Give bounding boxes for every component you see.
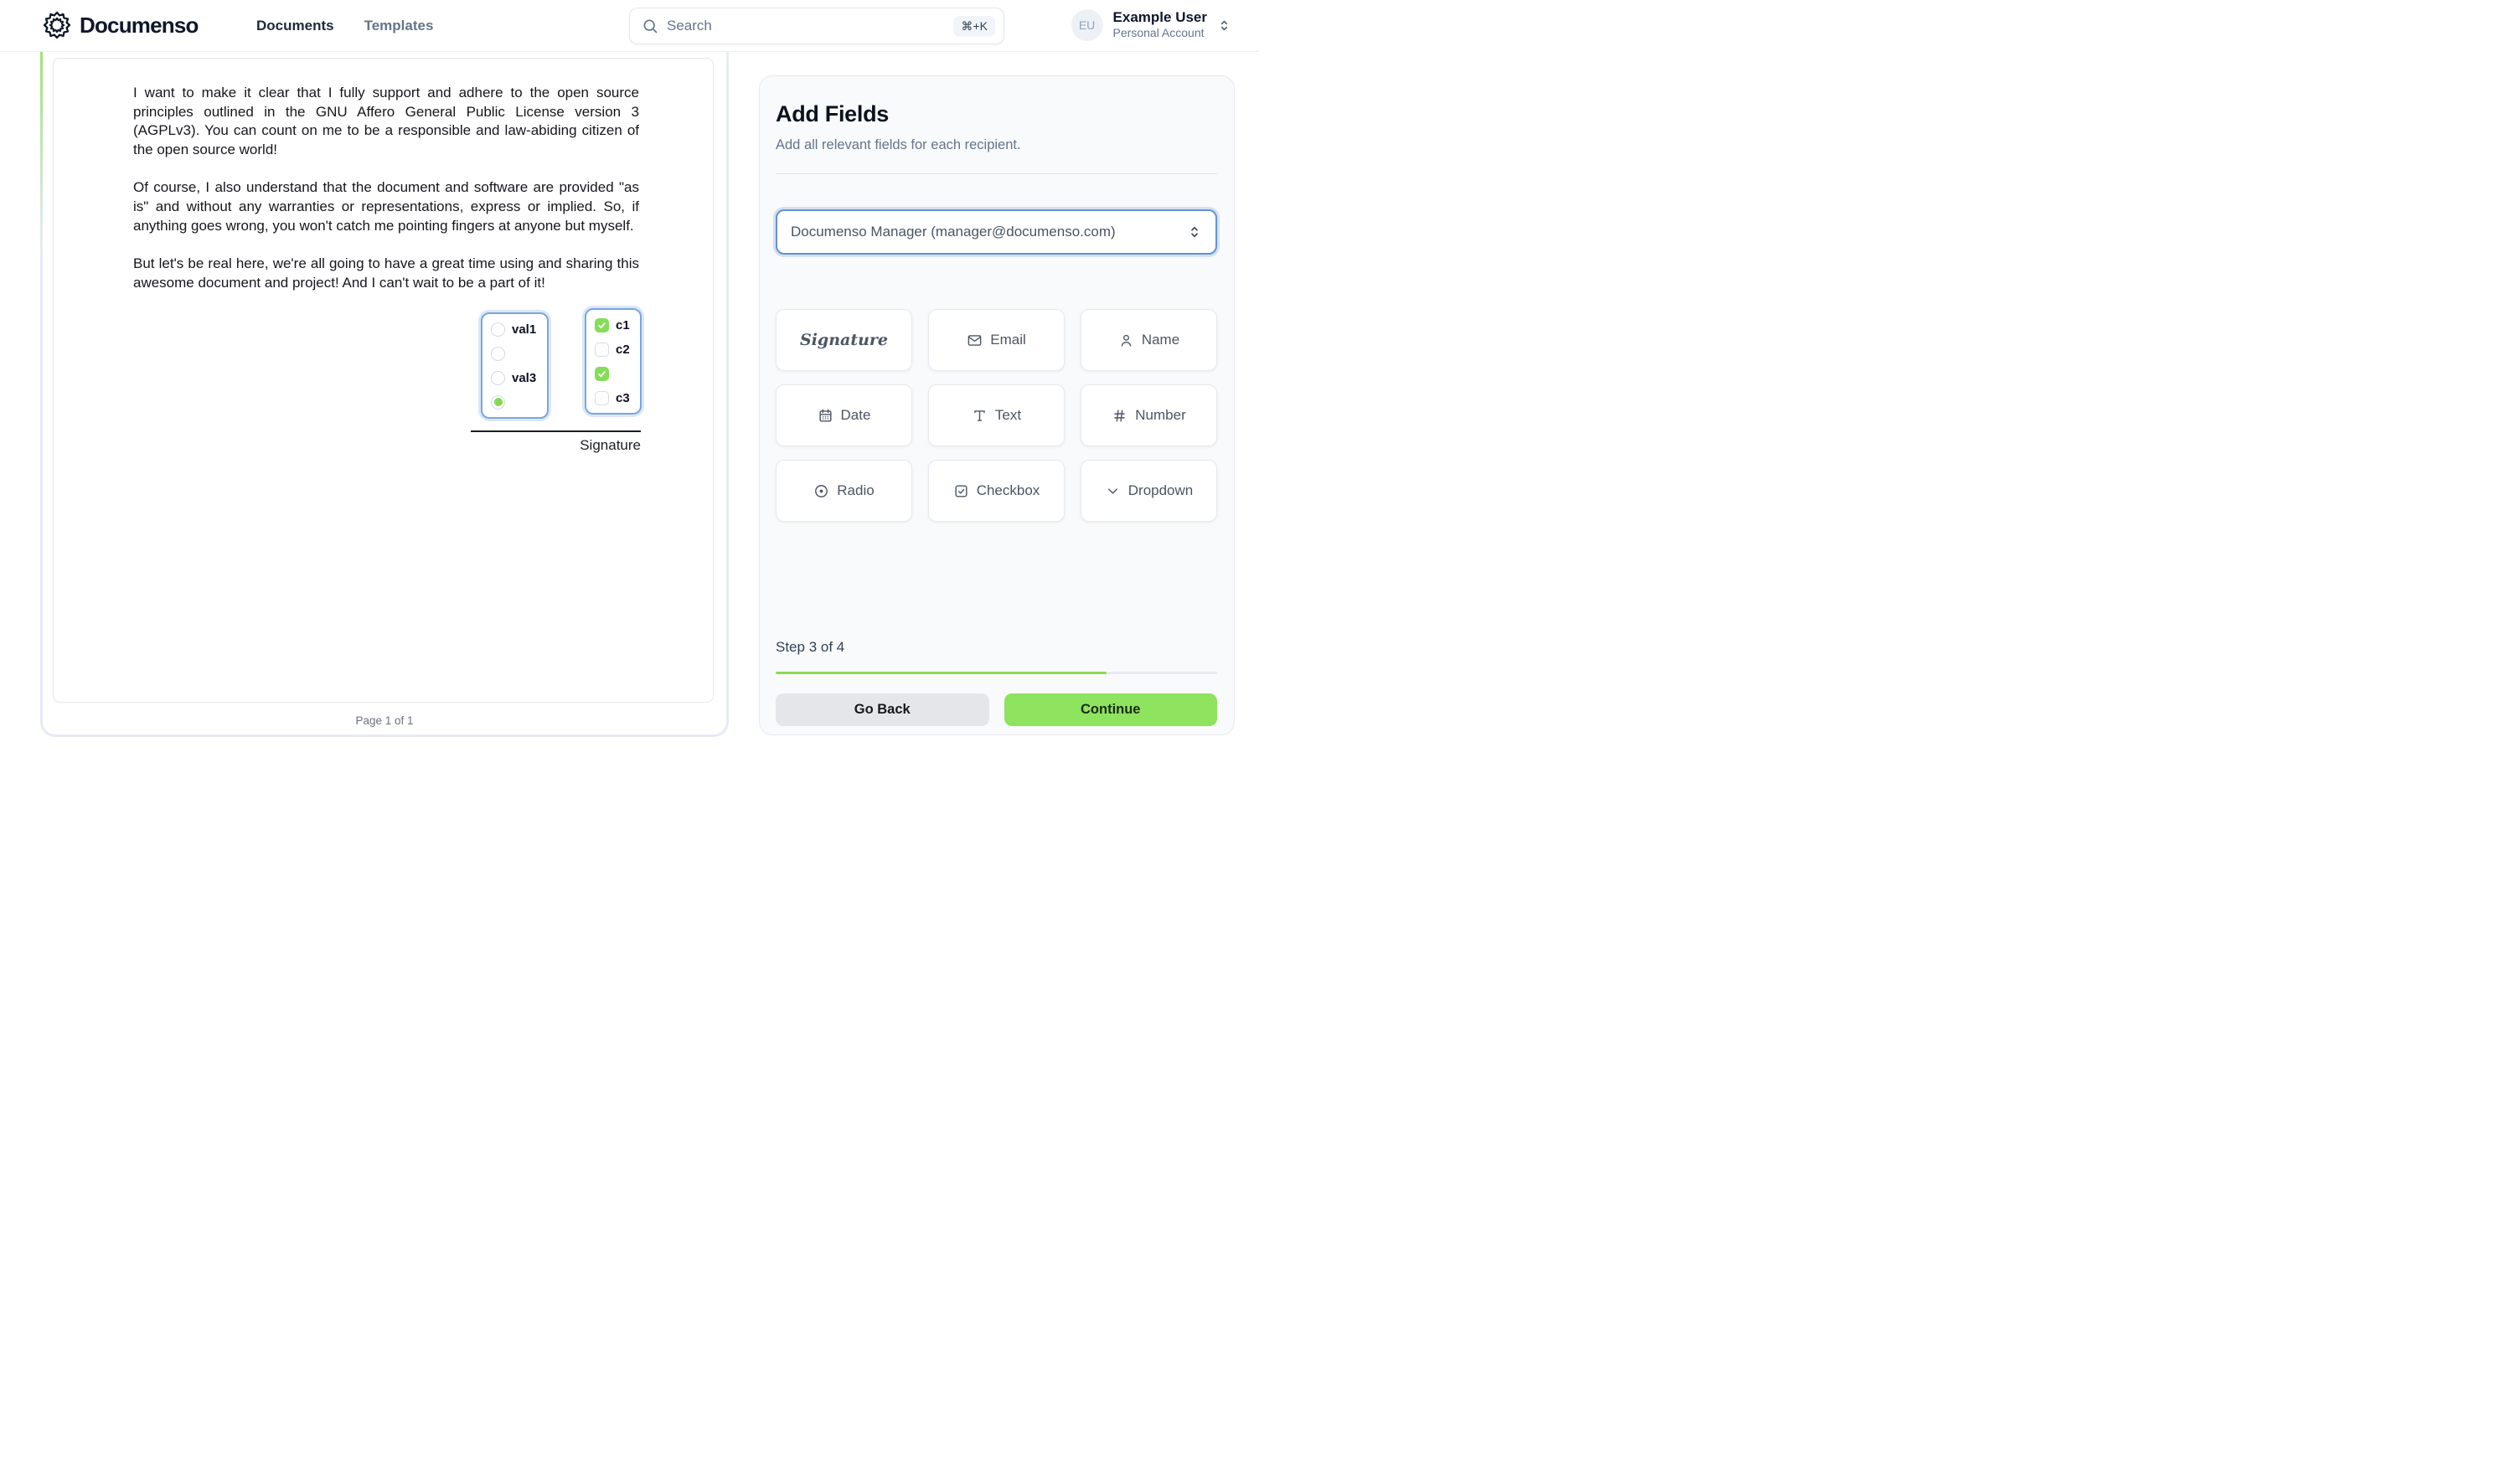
nav-documents[interactable]: Documents <box>256 17 334 33</box>
document-text <box>133 84 639 292</box>
field-button-signature[interactable] <box>776 309 912 371</box>
field-button-text[interactable]: Text <box>928 384 1065 446</box>
radio-option[interactable] <box>491 346 539 361</box>
radio-field-group[interactable] <box>481 312 549 419</box>
signature-label: Signature <box>580 437 641 453</box>
checkbox-field-group[interactable] <box>585 308 642 415</box>
document-paragraph: But let's be real here, we're all going to have a great time using and sharing this awesome document and project! And I can't wait to be a part of it! <box>133 255 639 291</box>
checkbox-option[interactable]: c2 <box>595 342 632 357</box>
add-fields-panel <box>759 75 1235 735</box>
chevrons-up-down-icon <box>1217 18 1231 33</box>
radio-option[interactable]: val1 <box>491 322 539 337</box>
nav-templates[interactable]: Templates <box>364 17 434 33</box>
field-button-checkbox[interactable]: Checkbox <box>928 460 1065 522</box>
continue-button[interactable]: Continue <box>1004 693 1218 726</box>
recipient-select[interactable] <box>776 209 1217 255</box>
checkbox-option[interactable]: c3 <box>595 390 632 405</box>
search-icon <box>642 18 658 34</box>
chevron-down-icon <box>1105 483 1121 499</box>
avatar: EU <box>1071 9 1103 41</box>
field-button-number[interactable]: Number <box>1081 384 1217 446</box>
brand-name: Documenso <box>80 12 199 38</box>
step-indicator: Step 3 of 4 <box>776 639 845 655</box>
signature-script: Signature <box>799 331 889 349</box>
user-name: Example User <box>1112 9 1207 26</box>
radio-unchecked-icon <box>491 371 505 385</box>
field-button-date[interactable]: Date <box>776 384 912 446</box>
search-placeholder: Search <box>667 18 712 33</box>
checkbox-option[interactable] <box>595 366 632 381</box>
document-page <box>53 58 714 703</box>
search-shortcut: ⌘+K <box>953 16 995 37</box>
field-button-email[interactable]: Email <box>928 309 1065 371</box>
documenso-seal-icon <box>43 11 71 39</box>
panel-title: Add Fields <box>776 101 890 126</box>
signature-line <box>471 430 641 432</box>
square-check-icon <box>953 483 969 499</box>
hash-icon <box>1112 408 1127 424</box>
checkbox-unchecked-icon <box>595 391 609 405</box>
progress-bar <box>776 672 1217 674</box>
document-viewer <box>40 51 729 737</box>
user-icon <box>1118 332 1134 348</box>
document-paragraph: I want to make it clear that I fully support and adhere to the open source principles outlined in the GNU Affero General Public License version 3 (AGPLv3). You can count on me to be a responsible and law-abiding citizen of the open source world! <box>133 85 639 157</box>
radio-checked-icon <box>491 395 505 410</box>
circle-dot-icon <box>813 483 829 499</box>
search-input[interactable] <box>629 8 1004 44</box>
recipient-select-value: Documenso Manager (manager@documenso.com) <box>791 224 1116 240</box>
go-back-button[interactable]: Go Back <box>776 693 989 726</box>
main-nav <box>256 0 433 51</box>
radio-option[interactable]: val3 <box>491 370 539 385</box>
field-buttons-grid <box>776 309 1217 522</box>
radio-unchecked-icon <box>491 322 505 337</box>
field-button-dropdown[interactable]: Dropdown <box>1081 460 1217 522</box>
panel-subtitle: Add all relevant fields for each recipient. <box>776 137 1021 152</box>
document-paragraph: Of course, I also understand that the document and software are provided "as is" and without any warranties or representations, express or implied. So, if anything goes wrong, you won't catch me pointing fingers at anyone but myself. <box>133 179 639 234</box>
calendar-icon <box>818 408 833 424</box>
chevrons-up-down-icon <box>1187 224 1202 240</box>
panel-divider <box>776 173 1217 174</box>
checkbox-option[interactable]: c1 <box>595 317 632 332</box>
radio-unchecked-icon <box>491 347 505 361</box>
checkbox-checked-icon <box>595 367 609 381</box>
user-meta <box>1113 9 1207 40</box>
user-menu[interactable] <box>1071 9 1231 41</box>
panel-actions <box>776 693 1217 726</box>
radio-option[interactable] <box>491 394 539 410</box>
type-icon <box>972 408 988 424</box>
field-button-radio[interactable]: Radio <box>776 460 912 522</box>
checkbox-checked-icon <box>595 318 609 332</box>
field-button-name[interactable]: Name <box>1081 309 1217 371</box>
user-account-type: Personal Account <box>1112 26 1205 40</box>
document-accent-edge <box>40 51 43 248</box>
header <box>0 0 1259 52</box>
checkbox-unchecked-icon <box>595 343 609 357</box>
page-indicator: Page 1 of 1 <box>355 714 414 727</box>
progress-fill <box>776 672 1107 674</box>
mail-icon <box>967 332 983 348</box>
brand-logo[interactable] <box>43 11 199 39</box>
